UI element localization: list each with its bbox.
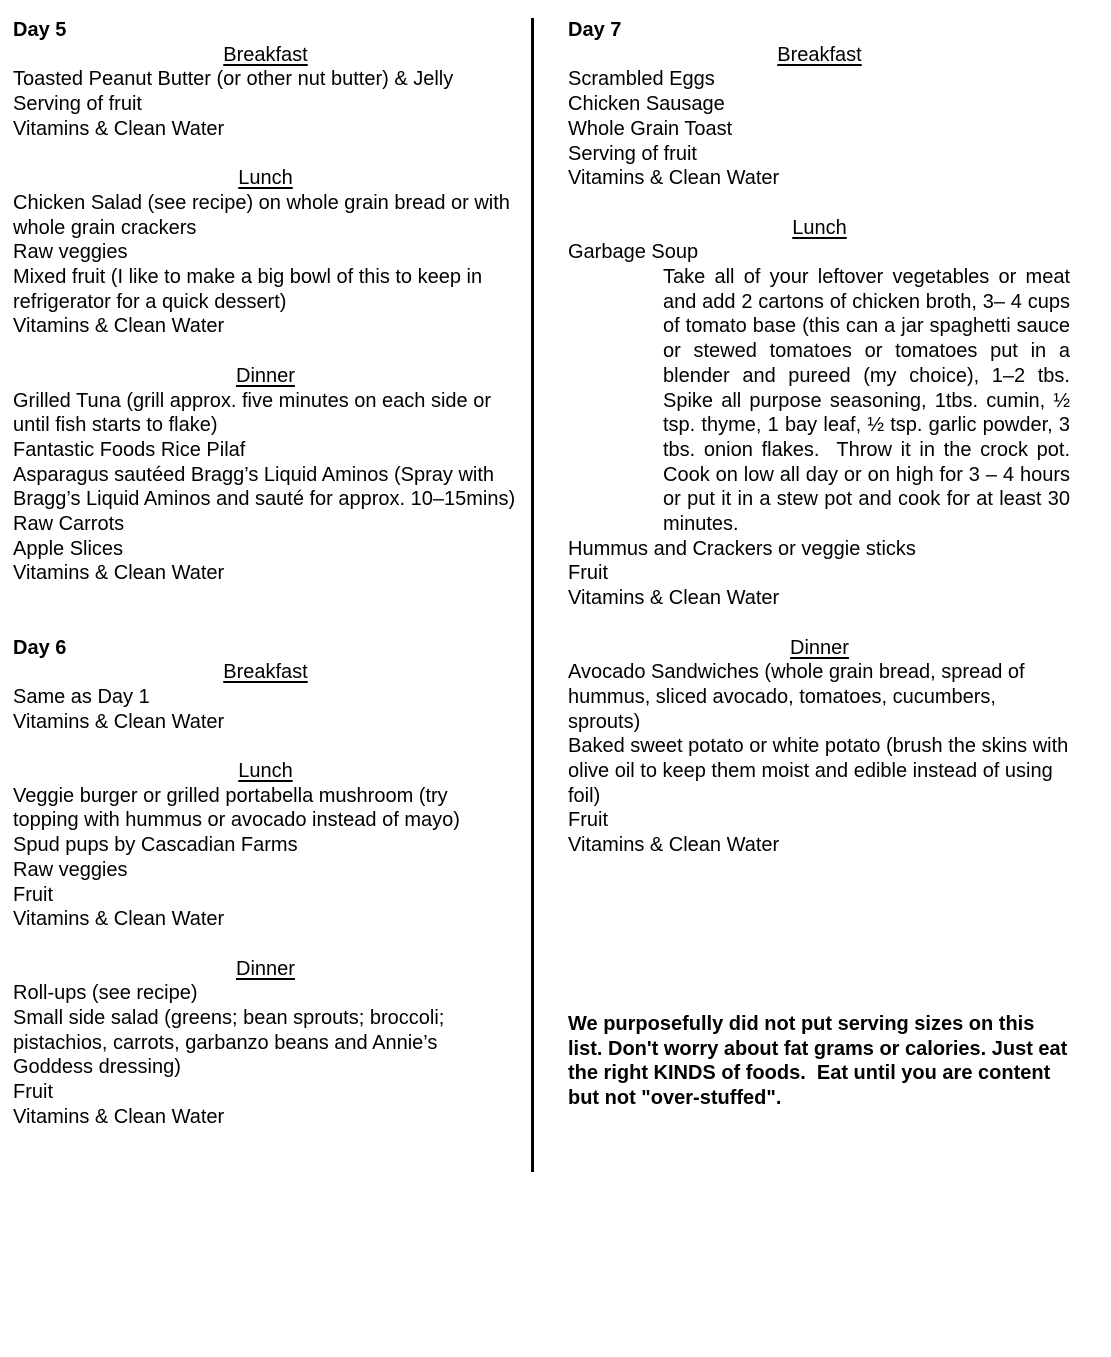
column-right — [568, 18, 1082, 1110]
menu-item-line: Vitamins & Clean Water — [13, 315, 225, 338]
meal-heading-text: Breakfast — [223, 661, 308, 684]
recipe-paragraph: Take all of your leftover vegetables or meat and add 2 cartons of chicken broth, 3– 4 cups of tomato base (this can a jar spaghetti sauce or stewed tomatoes or tomatoes put in a blender and pureed (my choice), 1–2 tbs. Spike all purpose seasoning, 1tbs. cumin, ½ tsp. thyme, 1 bay leaf, ½ tsp. garlic powder, 3 tbs. onion flakes. Throw it in the crock pot. Cook on low all day or on high for 3 – 4 hours or put it in a stew pot and cook for at least 30 minutes. — [663, 266, 1082, 536]
meal-heading — [13, 957, 518, 982]
menu-item-line: Spud pups by Cascadian Farms — [13, 834, 298, 857]
menu-item-line: Vitamins & Clean Water — [13, 1105, 225, 1128]
meal-heading-text: Dinner — [236, 364, 295, 387]
blank-line — [13, 932, 518, 957]
menu-item-line: Vitamins & Clean Water — [13, 562, 225, 585]
menu-item-line: Vitamins & Clean Water — [13, 908, 225, 931]
blank-line — [13, 142, 518, 167]
meal-heading-text: Lunch — [238, 167, 293, 190]
column-divider — [531, 18, 534, 1172]
day-title: Day 6 — [13, 636, 67, 659]
menu-item-line: Vitamins & Clean Water — [13, 117, 225, 140]
menu-item-line: Asparagus sautéed Bragg’s Liquid Aminos (Spray with Bragg’s Liquid Aminos and sauté for approx. 10–15mins) — [13, 463, 516, 511]
blank-line — [13, 339, 518, 364]
blank-line — [568, 191, 1071, 216]
menu-item-line: Raw veggies — [13, 858, 128, 881]
blank-line — [13, 586, 518, 611]
menu-item-line: Vitamins & Clean Water — [568, 587, 780, 610]
menu-item-line: Fruit — [13, 883, 53, 906]
meal-heading-text: Breakfast — [223, 43, 308, 66]
menu-item-line: Fruit — [568, 562, 608, 585]
serving-note: We purposefully did not put serving sizes on this list. Don't worry about fat grams or calories. Just eat the right KINDS of foods. Eat until you are content but not "over-stuffed". — [568, 1013, 1073, 1110]
menu-item-line: Vitamins & Clean Water — [568, 834, 780, 857]
blank-line — [13, 734, 518, 759]
menu-item-line: Baked sweet potato or white potato (brush the skins with olive oil to keep them moist and edible instead of using foil) — [568, 735, 1069, 807]
meal-heading — [568, 43, 1071, 68]
menu-item-line: Raw veggies — [13, 241, 128, 264]
blank-line — [568, 611, 1071, 636]
meal-heading-text: Breakfast — [777, 43, 862, 66]
menu-item-line: Veggie burger or grilled portabella mushroom (try topping with hummus or avocado instead of mayo) — [13, 784, 460, 832]
menu-item-line: Apple Slices — [13, 537, 124, 560]
menu-item-line: Toasted Peanut Butter (or other nut butter) & Jelly — [13, 68, 454, 91]
menu-item-line: Fruit — [13, 1081, 53, 1104]
menu-item-line: Vitamins & Clean Water — [568, 167, 780, 190]
meal-heading — [13, 166, 518, 191]
menu-item-line: Small side salad (greens; bean sprouts; broccoli; pistachios, carrots, garbanzo beans and Annie’s Goddess dressing) — [13, 1007, 445, 1079]
menu-item-line: Roll-ups (see recipe) — [13, 982, 198, 1005]
menu-item-line: Fruit — [568, 809, 608, 832]
meal-heading-text: Lunch — [238, 760, 293, 783]
meal-heading — [13, 759, 518, 784]
menu-item-line: Chicken Salad (see recipe) on whole grain bread or with whole grain crackers — [13, 191, 510, 239]
menu-item-line: Same as Day 1 — [13, 685, 150, 708]
menu-item-line: Serving of fruit — [568, 142, 697, 165]
menu-item-line: Avocado Sandwiches (whole grain bread, spread of hummus, sliced avocado, tomatoes, cucumbers, sprouts) — [568, 661, 1025, 733]
meal-heading — [13, 43, 518, 68]
menu-item-line: Chicken Sausage — [568, 93, 725, 116]
menu-item-line: Serving of fruit — [13, 93, 142, 116]
column-left — [13, 18, 518, 1130]
day-title: Day 7 — [568, 19, 622, 41]
meal-heading-text: Dinner — [790, 636, 849, 659]
menu-item-line: Raw Carrots — [13, 513, 125, 536]
meal-heading-text: Dinner — [236, 957, 295, 980]
menu-item-line: Hummus and Crackers or veggie sticks — [568, 537, 916, 560]
menu-item-line: Garbage Soup — [568, 241, 699, 264]
meal-heading-text: Lunch — [792, 216, 847, 239]
menu-item-line: Whole Grain Toast — [568, 117, 733, 140]
blank-line — [13, 611, 518, 636]
menu-item-line: Mixed fruit (I like to make a big bowl of this to keep in refrigerator for a quick dessert) — [13, 266, 483, 313]
menu-item-line: Vitamins & Clean Water — [13, 710, 225, 733]
meal-heading — [13, 660, 518, 685]
menu-item-line: Fantastic Foods Rice Pilaf — [13, 438, 246, 461]
meal-heading — [568, 636, 1071, 661]
day-title: Day 5 — [13, 19, 67, 41]
meal-heading — [13, 364, 518, 389]
menu-item-line: Grilled Tuna (grill approx. five minutes on each side or until fish starts to flake) — [13, 389, 492, 437]
meal-heading — [568, 216, 1071, 241]
menu-item-line: Scrambled Eggs — [568, 68, 715, 91]
